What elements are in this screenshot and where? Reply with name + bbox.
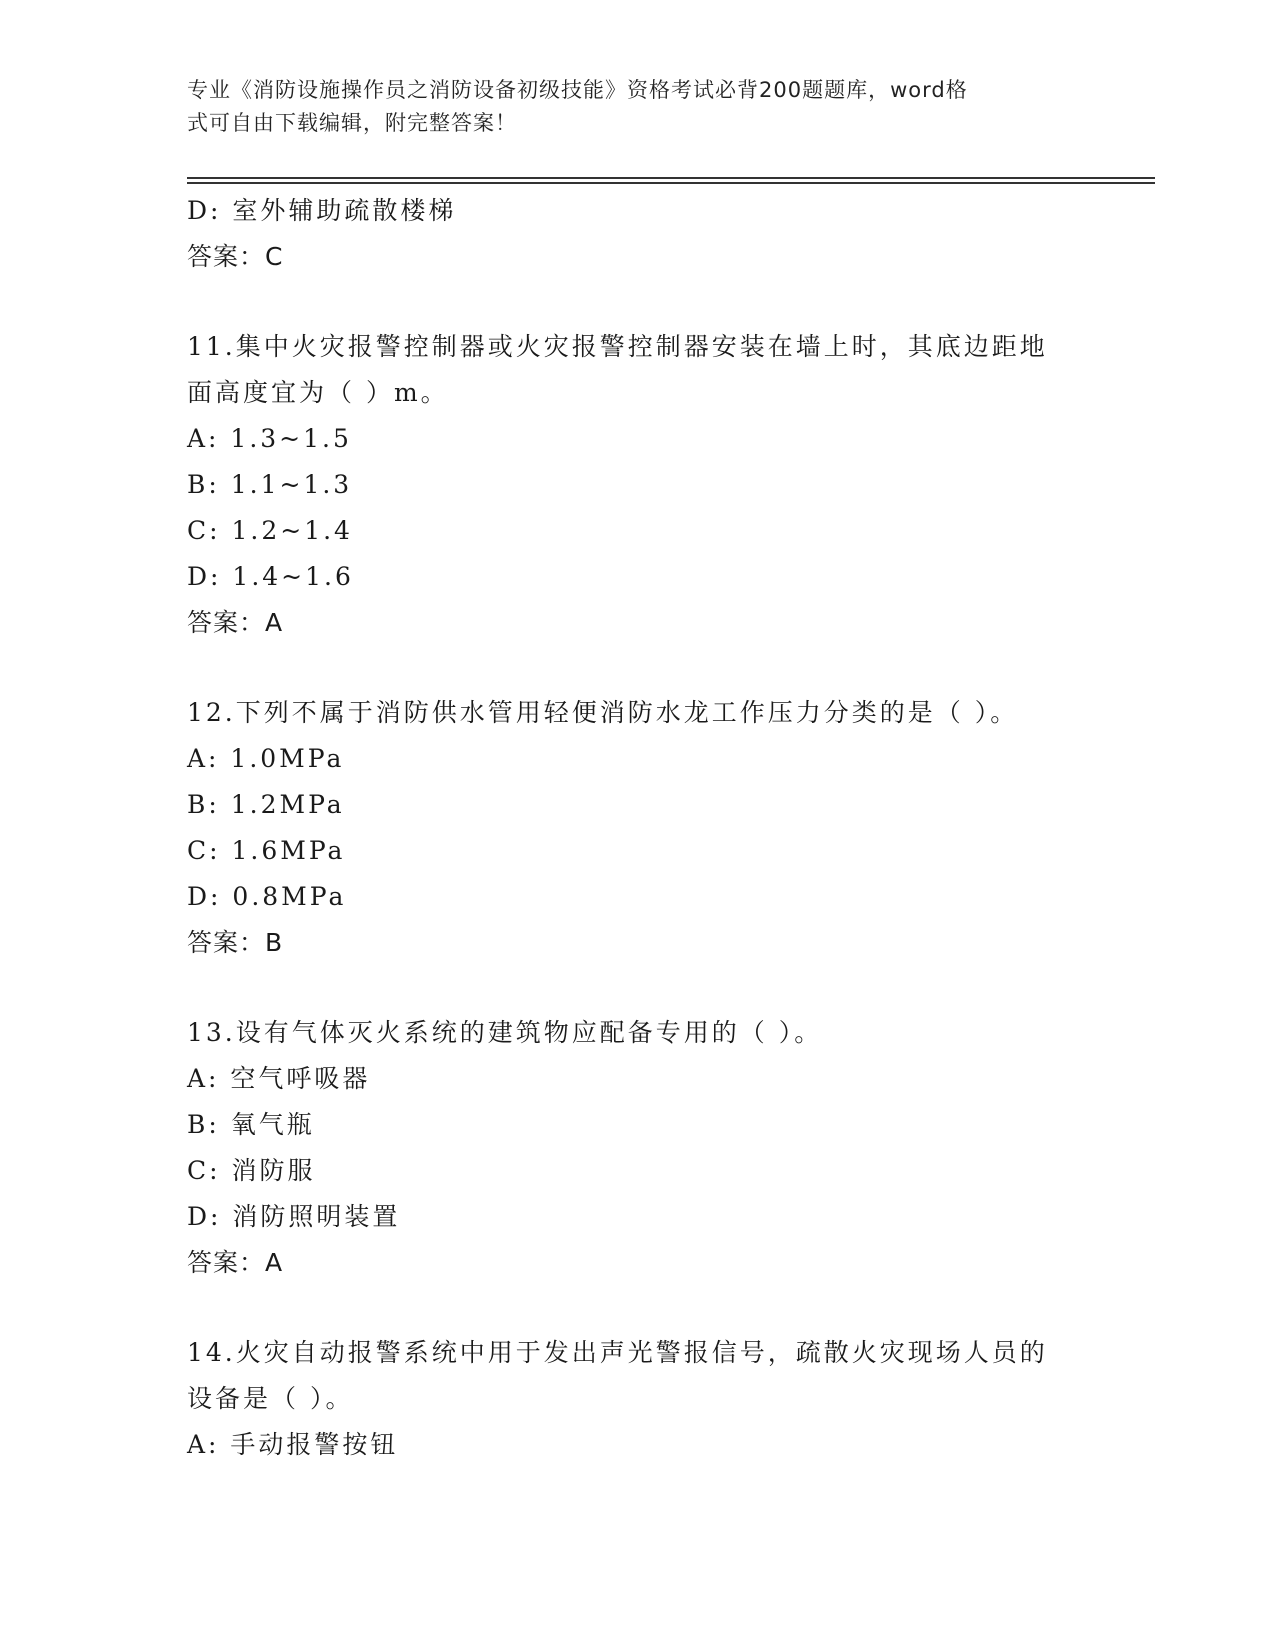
answer-line: 答案：B [187,928,284,957]
option-d: D: 1.4~1.6 [187,562,354,591]
document-header [187,74,1067,140]
option-a: A: 手动报警按钮 [187,1430,399,1459]
question-stem: 13.设有气体灭火系统的建筑物应配备专用的（ ）。 [187,1018,823,1047]
question-stem-continued: 设备是（ ）。 [187,1384,354,1413]
question-stem: 12.下列不属于消防供水管用轻便消防水龙工作压力分类的是（ ）。 [187,698,1019,727]
option-c: C: 1.6MPa [187,836,346,865]
question-stem: 11.集中火灾报警控制器或火灾报警控制器安装在墙上时，其底边距地 [187,332,1048,361]
option-c: C: 消防服 [187,1156,316,1185]
question-11 [187,324,1087,646]
header-line-1: 专业《消防设施操作员之消防设备初级技能》资格考试必背200题题库，word格 [187,78,968,102]
option-d: D: 0.8MPa [187,882,347,911]
option-a: A: 空气呼吸器 [187,1064,371,1093]
question-13 [187,1010,1087,1286]
header-divider-top [187,177,1155,179]
answer-line: 答案：A [187,608,284,637]
question-12 [187,690,1087,966]
option-d: D: 消防照明装置 [187,1202,401,1231]
question-10-tail [187,188,1087,280]
option-c: C: 1.2~1.4 [187,516,353,545]
option-a: A: 1.3~1.5 [187,424,352,453]
answer-line: 答案：C [187,242,284,271]
header-line-2: 式可自由下载编辑，附完整答案！ [187,111,517,135]
option-b: B: 氧气瓶 [187,1110,315,1139]
answer-line: 答案：A [187,1248,284,1277]
question-14 [187,1330,1087,1468]
option-d: D: 室外辅助疏散楼梯 [187,196,457,225]
option-b: B: 1.2MPa [187,790,345,819]
option-a: A: 1.0MPa [187,744,345,773]
option-b: B: 1.1~1.3 [187,470,353,499]
question-stem-continued: 面高度宜为（ ）m。 [187,378,449,407]
question-list [187,188,1087,1468]
question-stem: 14.火灾自动报警系统中用于发出声光警报信号，疏散火灾现场人员的 [187,1338,1048,1367]
header-divider-bottom [187,182,1155,184]
